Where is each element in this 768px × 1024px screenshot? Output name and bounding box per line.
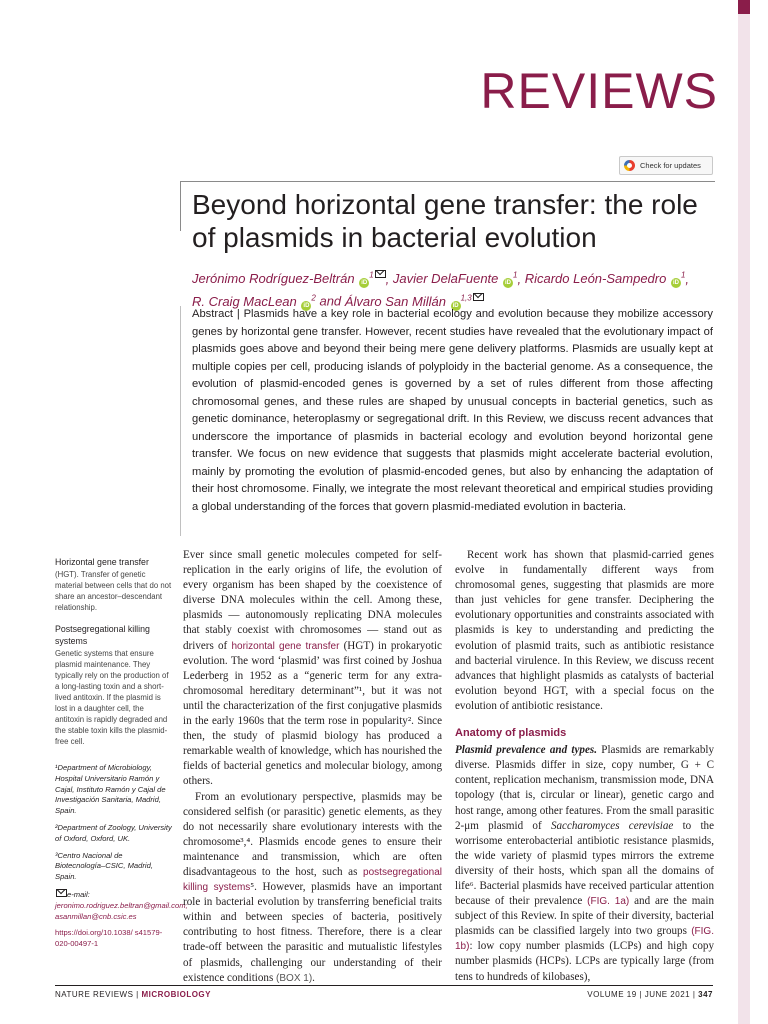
abstract: Abstract | Plasmids have a key role in bacterial ecology and evolution because they mobilize accessory genes by horizontal gene transfer. However, recent studies have revealed that the evolutionary impact of plasmids goes above and beyond their being mere gene delivery platforms. Plasmids are usually kept at multiple copies per cell, producing islands of polyploidy in the bacterial genome. As a consequence, the evolution of plasmid-encoded genes is governed by a set of rules different from those affecting chromosomal genes, and these rules are shaped by unusual concepts in bacterial genetics, such as genetic dominance, heteroplasmy or segregational drift. In this Review, we discuss recent advances that underscore the importance of plasmids in bacterial ecology and evolution beyond horizontal gene transfer. We focus on new evidence that suggests that plasmids might accelerate bacterial evolution, mainly by promoting the evolution of plasmid-encoded genes, but also by enhancing the adaptation of their host chromosome. Finally, we integrate the most relevant theoretical and empirical studies providing a global understanding of the forces that govern plasmid-mediated evolution in bacteria.: [192, 308, 713, 513]
author-name: Álvaro San Millán: [344, 293, 446, 309]
section-heading: Anatomy of plasmids: [455, 727, 567, 740]
body-text: (HGT) in prokaryotic evolution. The word ‘plasmid’ was first coined by Joshua Lederberg in 1952 as a “generic term for any extra-chromosomal hereditary determinant”¹, but it was not until the characterization of the first conjugative plasmids in the early 1960s that the term rose in popularity². Since then, the study of plasmid biology has produced a remarkable wealth of knowledge, which has nourished the fields of bacterial genetics and molecular biology, among others.: [183, 639, 442, 788]
article-title: Beyond horizontal gene transfer: the role of plasmids in bacterial evolution: [192, 189, 698, 253]
species-name: Saccharomyces cerevisiae: [550, 819, 674, 832]
body-paragraph: [183, 790, 442, 986]
author-separator: ,: [385, 271, 393, 287]
email-icon: [56, 889, 67, 897]
author-affil: 1: [513, 271, 518, 280]
author-separator: ,: [685, 271, 690, 287]
author-separator: ,: [517, 271, 525, 287]
email-icon[interactable]: [375, 270, 386, 278]
orcid-icon[interactable]: iD: [361, 280, 368, 287]
doi-link[interactable]: https://doi.org/10.1038/ s41579-020-00497-1: [55, 928, 163, 949]
sidebar-color-bar: [738, 0, 750, 1024]
glossary-entry: [55, 556, 173, 613]
author[interactable]: [393, 271, 518, 286]
author-separator: and: [315, 293, 345, 309]
author-affil: 1: [680, 271, 686, 280]
glossary-link-postsegregational[interactable]: postsegregational killing systems: [183, 866, 442, 894]
affiliation: ¹Department of Microbiology, Hospital Universitario Ramón y Cajal, Instituto Ramón y Cajal de Investigación Sanitaria, Madrid, Spain.: [55, 763, 166, 816]
orcid-icon[interactable]: iD: [505, 280, 512, 287]
author-name: Ricardo León-Sampedro: [524, 271, 667, 287]
margin-column: [55, 556, 188, 950]
glossary-link-hgt[interactable]: horizontal gene transfer: [231, 640, 340, 652]
author[interactable]: [192, 271, 386, 286]
email-addresses[interactable]: jeronimo.rodriguez.beltran@gmail.com; asanmillan@cnb.csic.es: [55, 900, 188, 921]
author-list: [192, 266, 712, 311]
crossmark-icon: [624, 160, 635, 171]
glossary-term: Horizontal gene transfer: [55, 557, 149, 567]
email-line: [55, 889, 188, 922]
author-affil: 1,3: [460, 293, 472, 303]
author-name: Jerónimo Rodríguez-Beltrán: [192, 271, 355, 287]
affiliation: ³Centro Nacional de Biotecnología–CSIC, Madrid, Spain.: [55, 850, 153, 882]
orcid-icon[interactable]: iD: [452, 302, 459, 309]
orcid-icon[interactable]: iD: [672, 280, 679, 287]
footer-journal: [55, 990, 211, 999]
page-number: 347: [698, 990, 713, 999]
journal-subtitle: MICROBIOLOGY: [141, 990, 211, 999]
figure-reference[interactable]: (FIG. 1a): [587, 896, 630, 908]
title-rule-vertical: [180, 181, 181, 231]
glossary-term: Postsegregational killing systems: [55, 624, 150, 646]
body-paragraph: [455, 743, 714, 985]
author[interactable]: [525, 271, 686, 286]
journal-name: NATURE REVIEWS |: [55, 990, 142, 999]
body-column-1: [183, 548, 442, 986]
section-label: REVIEWS: [480, 63, 718, 119]
author-name: Javier DelaFuente: [392, 271, 499, 287]
affiliation: ²Department of Zoology, University of Oxford, Oxford, UK.: [55, 822, 172, 843]
glossary-definition: Genetic systems that ensure plasmid maintenance. They typically rely on the production of a long-lasting toxin and a short-lived antitoxin. If the plasmid is lost in a daughter cell, the antitoxin is rapidly degraded and the stable toxin kills the plasmid-free cell.: [55, 649, 169, 746]
figure-reference[interactable]: (FIG. 1b): [455, 926, 714, 953]
footer-rule: [55, 985, 713, 986]
body-text: to the worrisome enterobacterial antibiotic resistance plasmids, the wide variety of plasmid types mirrors the extreme diversity of their hosts, which span all the domains of life⁶. Bacterial plasmids have received particular attention because of their prevalence: [455, 819, 714, 908]
body-text: From an evolutionary perspective, plasmids may be considered selfish (or parasitic) genetic elements, as they do not necessarily share evolutionary interests with the chromosome³,⁴. Plasmids encode genes to ensure their maintenance and transmission, which are often disadvantageous to the host, such as: [183, 790, 442, 878]
abstract-rule: [180, 306, 181, 536]
body-text: Plasmids are remarkably diverse. Plasmids differ in size, copy number, G + C content, replication mechanism, transmission mode, DNA topology (that is, circular or linear), genetic cargo and host range, among other features. From the small parasitic 2-μm plasmid of: [455, 744, 714, 832]
author-affil: 2: [311, 293, 316, 303]
author-name: R. Craig MacLean: [192, 293, 297, 309]
body-text: ⁵. However, plasmids have an important role in bacterial evolution by transferring beneficial traits within and between species of bacteria, positively contributing to host fitness. Therefore, there is a clear trade-off between the parasitic and mutualistic lifestyles of plasmids, challenging our understanding of their existence conditions: [183, 881, 442, 984]
footer-issue: [470, 990, 713, 999]
body-text: .: [312, 971, 315, 984]
glossary-definition: (HGT). Transfer of genetic material between cells that do not share an ancestor–descendant relationship.: [55, 570, 172, 612]
glossary-entry: [55, 623, 173, 747]
box-reference[interactable]: (BOX 1): [276, 972, 313, 984]
sidebar-accent: [738, 0, 750, 14]
title-rule: [180, 181, 715, 182]
orcid-icon[interactable]: iD: [303, 302, 310, 309]
email-label: e-mail:: [67, 889, 90, 899]
check-updates-button[interactable]: [619, 156, 713, 175]
body-column-2: [455, 548, 714, 985]
issue-info: VOLUME 19 | JUNE 2021 |: [587, 990, 699, 999]
author-affil: 1: [369, 271, 374, 280]
body-text: : low copy number plasmids (LCPs) and high copy number plasmids (HCPs). LCPs are typically large (from tens to hundreds of kilobases),: [455, 940, 714, 983]
body-text: Ever since small genetic molecules competed for self-replication in the early origins of life, the evolution of every organism has been shaped by the coexistence of diverse DNA molecules within the cell. Among these, plasmids — autonomously replicating DNA molecules that stably coexist with chromosomes — stand out as drivers of: [183, 549, 442, 652]
body-paragraph: Recent work has shown that plasmid-carried genes evolve in fundamentally different ways from chromosomal genes, suggesting that plasmids are more than just vehicles for gene transfer. Deciphering the evolutionary opportunities and constraints associated with plasmids is key to understanding and predicting the evolution of plasmid traits, such as antibiotic resistance and bacterial virulence. In this Review, we discuss recent advances that highlight plasmids as catalysts of bacterial evolution beyond HGT, with a special focus on the evolution of antibiotic resistance.: [455, 549, 714, 712]
body-paragraph: [183, 548, 442, 790]
check-updates-label: Check for updates: [640, 161, 701, 170]
body-text: and are the main subject of this Review. In spite of their diversity, bacterial plasmids can be classified largely into two groups: [455, 895, 714, 938]
email-icon[interactable]: [473, 293, 484, 301]
subsection-heading: Plasmid prevalence and types.: [455, 744, 597, 757]
